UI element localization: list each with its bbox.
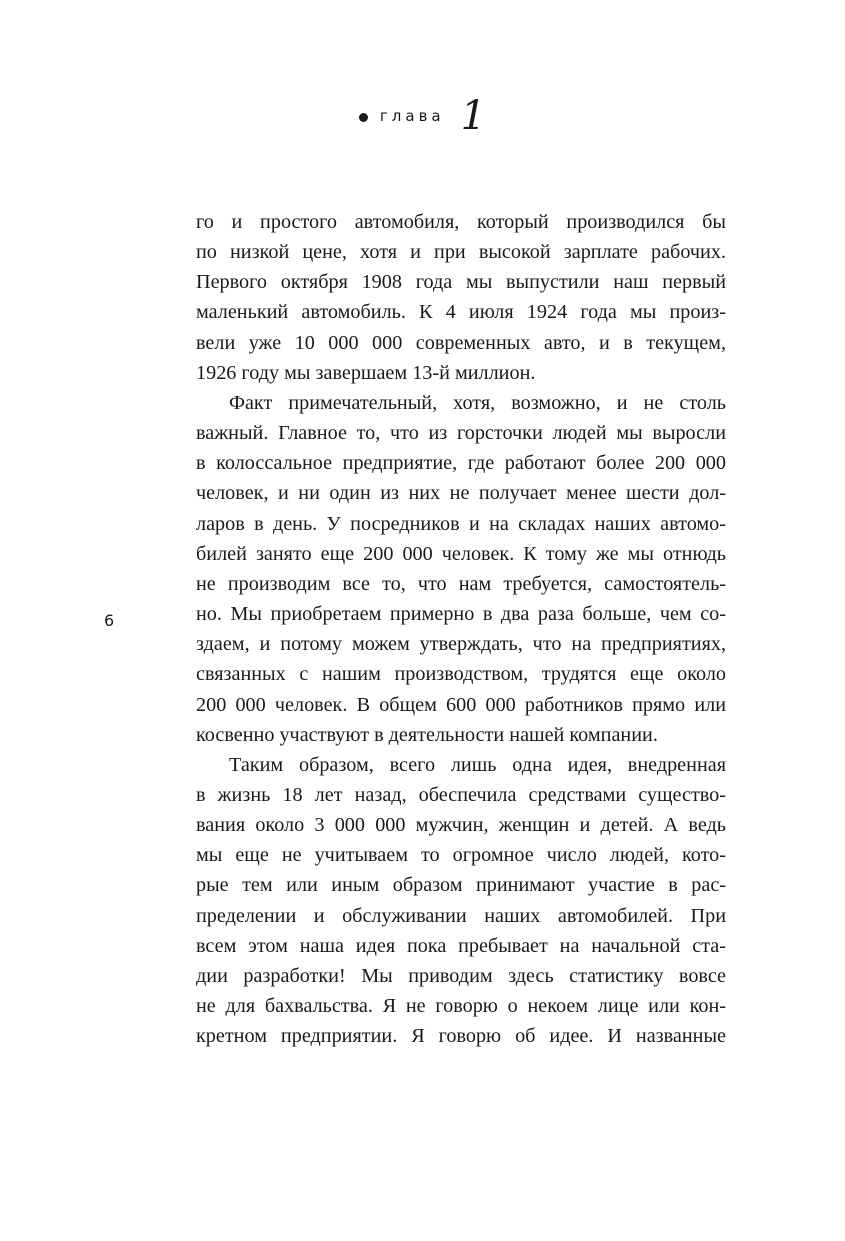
text-line: Факт примечательный, хотя, возможно, и не столь bbox=[229, 391, 726, 414]
text-line: вели уже 10 000 000 современных авто, и в текущем, bbox=[196, 331, 726, 354]
text-line: 1926 году мы завершаем 13-й миллион. bbox=[196, 361, 536, 384]
text-line: Первого октября 1908 года мы выпустили наш первый bbox=[196, 271, 726, 294]
text-line: кретном предприятии. Я говорю об идее. И названные bbox=[196, 1025, 726, 1048]
text-line: 200 000 человек. В общем 600 000 работников прямо или bbox=[196, 693, 726, 716]
text-line: дии разработки! Мы приводим здесь статистику вовсе bbox=[196, 964, 726, 987]
text-line: го и простого автомобиля, который производился бы bbox=[196, 211, 726, 233]
text-line: пределении и обслуживании наших автомобилей. При bbox=[196, 904, 726, 927]
text-line: всем этом наша идея пока пребывает на начальной ста- bbox=[196, 934, 726, 957]
text-line: человек, и ни один из них не получает менее шести дол- bbox=[196, 482, 726, 505]
text-line: косвенно участвуют в деятельности нашей компании. bbox=[196, 723, 658, 746]
text-line: по низкой цене, хотя и при высокой зарплате рабочих. bbox=[196, 241, 726, 264]
text-line: но. Мы приобретаем примерно в два раза больше, чем со- bbox=[196, 603, 726, 626]
bullet-icon bbox=[359, 113, 368, 122]
text-line: билей занято еще 200 000 человек. К тому же мы отнюдь bbox=[196, 542, 726, 565]
text-line: ларов в день. У посредников и на складах наших автомо- bbox=[196, 512, 726, 535]
text-line: мы еще не учитываем то огромное число людей, кото- bbox=[196, 844, 726, 867]
text-line: в жизнь 18 лет назад, обеспечила средствами существо- bbox=[196, 783, 726, 806]
body-text bbox=[196, 207, 726, 1051]
chapter-number: 1 bbox=[460, 93, 487, 139]
text-line: связанных с нашим производством, трудятся еще около bbox=[196, 663, 726, 686]
paragraph-2 bbox=[196, 388, 726, 750]
paragraph-1 bbox=[196, 207, 726, 388]
text-line: здаем, и потому можем утверждать, что на предприятиях, bbox=[196, 633, 726, 656]
text-line: вания около 3 000 000 мужчин, женщин и детей. А ведь bbox=[196, 814, 726, 837]
chapter-header bbox=[0, 93, 845, 146]
text-line: рые тем или иным образом принимают участие в рас- bbox=[196, 874, 726, 897]
paragraph-3 bbox=[196, 750, 726, 1052]
text-line: не производим все то, что нам требуется, самостоятель- bbox=[196, 572, 726, 595]
text-line: Таким образом, всего лишь одна идея, внедренная bbox=[229, 753, 726, 776]
text-line: не для бахвальства. Я не говорю о некоем лице или кон- bbox=[196, 995, 726, 1018]
text-line: в колоссальное предприятие, где работают более 200 000 bbox=[196, 452, 726, 475]
text-line: маленький автомобиль. К 4 июля 1924 года мы произ- bbox=[196, 301, 726, 324]
chapter-label: глава bbox=[379, 107, 445, 125]
text-line: важный. Главное то, что из горсточки людей мы выросли bbox=[196, 422, 726, 445]
page-number: 6 bbox=[104, 611, 115, 630]
